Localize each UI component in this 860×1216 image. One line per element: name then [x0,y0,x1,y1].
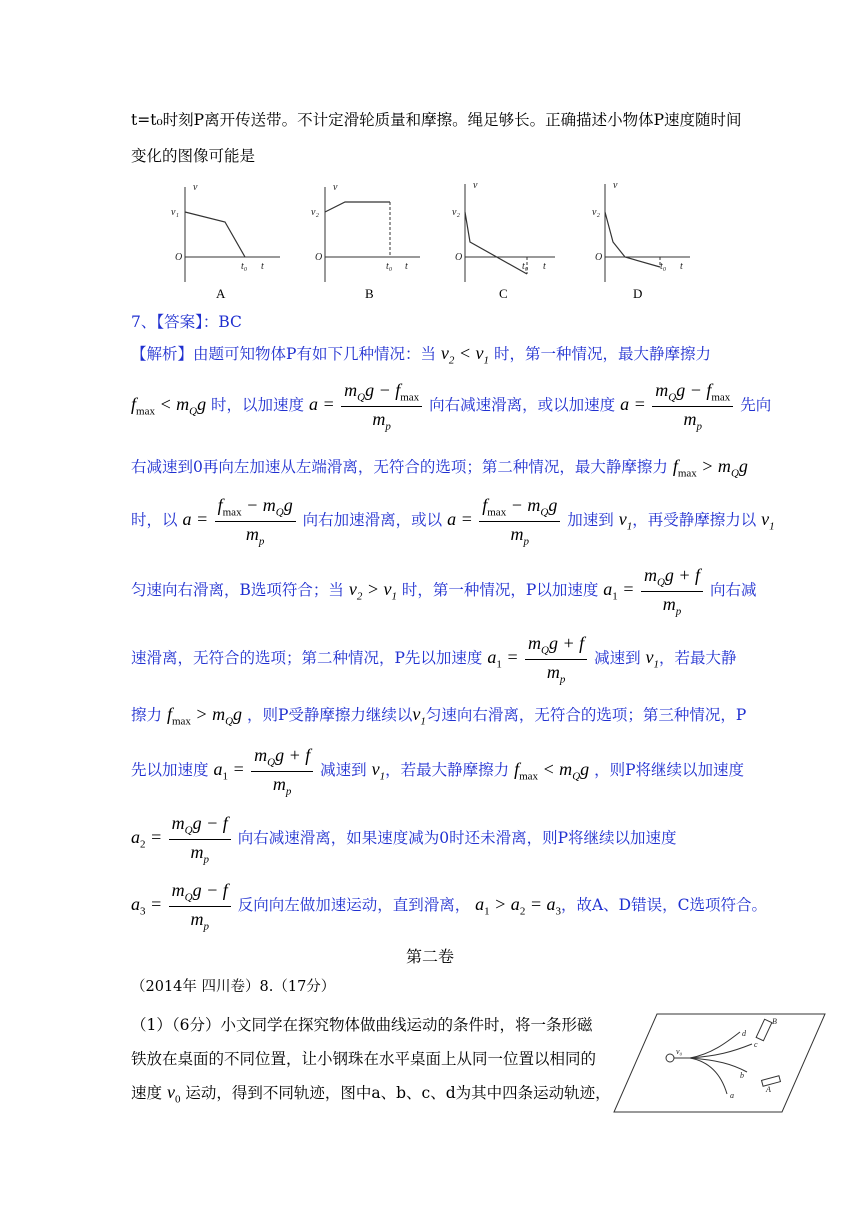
graph-a-caption: A [216,286,226,301]
analysis-text: 右减速到0再向左加速从左端滑离，无符合的选项；第二种情况，最大静摩擦力 [131,458,668,476]
graph-b [311,182,420,282]
fig-label-magnet-a: A [766,1085,771,1094]
graph-c [452,180,555,282]
graph-d-v-axis: v [613,180,618,191]
graph-a [171,182,280,282]
section-title: 第二卷 [405,947,454,966]
graph-c-v-axis: v [473,180,478,191]
q8-line-2: 铁放在桌面的不同位置，让小钢珠在水平桌面上从同一位置以相同的 [131,1050,597,1068]
graph-c-origin: O [455,252,463,263]
analysis-text: 先向 [740,396,772,415]
analysis-text: 向右减速滑离，或以加速度 [429,396,616,415]
q8-line-3: 速度 $v_0$ 运动，得到不同轨迹，图中a、b、c、d为其中四条运动轨迹， [131,1082,611,1106]
intro-line-1: t=t₀时刻P离开传送带。不计定滑轮质量和摩擦。绳足够长。正确描述小物体P速度随时间 [131,111,742,129]
graph-d-t: t [680,261,683,272]
analysis-text: 由题可知物体P有如下几种情况：当 [193,345,436,363]
analysis-text: 向右加速滑离，或以 [302,511,443,530]
fig-label-a: a [730,1091,734,1100]
analysis-text: 先以加速度 [131,761,209,780]
analysis-text: 匀速向右滑离，无符合的选项；第三种情况，P [425,706,747,724]
graph-a-origin: O [175,252,183,263]
analysis-text: ，则P将继续以加速度 [594,761,745,780]
graph-b-origin: O [315,252,323,263]
analysis-text: 时，以加速度 [211,396,305,415]
graph-b-t0: t₀ [386,261,393,272]
analysis-line-2: $f_{max} < m_Qg$ 时，以加速度 a = $\frac{m_Qg - f_{max}}{m_p}$ 向右减速滑离，或以加速度 a = $\frac{m_Qg - f_{max}}{m_p}$ 先向 [131,380,772,433]
analysis-text: ，若最大静摩擦力 [385,761,510,780]
analysis-line-4: 时，以 a = $\frac{f_{max} - m_Qg}{m_p}$ 向右加速滑离，或以 a = $\frac{f_{max} - m_Qg}{m_p}$ 加速到 $v_1$，再受静摩擦力以 $v_1$ [131,495,775,548]
analysis-text: ，故A、D错误，C选项符合。 [560,896,767,915]
analysis-text: 时，第一种情况，P以加速度 [401,581,599,600]
graph-a-t0: t₀ [241,261,248,272]
analysis-line-1: 【解析】由题可知物体P有如下几种情况：当 $v_2 < v_1$ 时，第一种情况，最大静摩擦力 [131,343,711,367]
graph-a-v-axis: v [193,182,198,193]
graph-d [592,180,690,282]
vt-graphs [165,172,705,302]
graph-c-t0: t₀ [522,261,529,272]
graph-c-v-label: v₂ [452,207,460,218]
q8-header: （2014年 四川卷）8.（17分） [131,979,336,995]
graph-b-t: t [405,261,408,272]
intro-line-2: 变化的图像可能是 [131,147,256,165]
analysis-text: 减速到 [594,649,641,668]
analysis-line-9: $a_2$ = $\frac{m_Qg - f}{m_p}$ 向右减速滑离，如果速度减为0时还未滑离，则P将继续以加速度 [131,813,677,866]
desk-trajectory-figure [612,1012,827,1117]
analysis-text: 时，第一种情况，最大静摩擦力 [493,345,711,363]
analysis-text: 时，以 [131,511,178,530]
analysis-line-7: 擦力 $f_{max} > m_Qg$ ，则P受静摩擦力继续以$v_1$匀速向右滑离，无符合的选项；第三种情况，P [131,704,747,728]
graph-d-origin: O [595,252,603,263]
analysis-text: ，再受静摩擦力以 [632,511,757,530]
analysis-text: 反向向左做加速运动，直到滑离， [237,896,471,915]
graph-b-v-label: v₂ [311,207,319,218]
analysis-line-10: $a_3$ = $\frac{m_Qg - f}{m_p}$ 反向向左做加速运动，直到滑离， $a_1 > a_2 = a_3$，故A、D错误，C选项符合。 [131,880,767,933]
analysis-line-5: 匀速向右滑离，B选项符合；当 $v_2 > v_1$ 时，第一种情况，P以加速度 $a_1$ = $\frac{m_Qg + f}{m_p}$ 向右减 [131,565,757,618]
fig-label-magnet-b: B [772,1017,777,1026]
answer-line: 7、【答案】：BC [131,313,242,331]
analysis-text: 擦力 [131,706,163,724]
analysis-text: 向右减速滑离，如果速度减为0时还未滑离，则P将继续以加速度 [237,829,677,848]
analysis-text: 加速到 [567,511,614,530]
fig-label-d: d [742,1029,746,1038]
analysis-heading: 【解析】 [131,345,194,363]
q8-line-1: （1）（6分）小文同学在探究物体做曲线运动的条件时，将一条形磁 [131,1016,593,1034]
graph-d-t0: t₀ [660,261,667,272]
graph-d-caption: D [633,286,643,301]
graph-c-caption: C [499,286,508,301]
fig-v0-label: v₀ [676,1047,683,1056]
graph-c-t: t [543,261,546,272]
analysis-line-8: 先以加速度 $a_1$ = $\frac{m_Qg + f}{m_p}$ 减速到 $v_1$，若最大静摩擦力 $f_{max} < m_Qg$ ，则P将继续以加速度 [131,745,745,798]
analysis-line-6: 速滑离，无符合的选项；第二种情况，P先以加速度 $a_1$ = $\frac{m_Qg + f}{m_p}$ 减速到 $v_1$，若最大静 [131,633,737,686]
analysis-text: 速滑离，无符合的选项；第二种情况，P先以加速度 [131,649,483,668]
graph-d-v-label: v₂ [592,207,600,218]
fig-label-c: c [754,1040,758,1049]
q8-text: 运动，得到不同轨迹，图中a、b、c、d为其中四条运动轨迹， [185,1084,611,1102]
q8-text: 速度 [131,1084,163,1102]
analysis-text: ，则P受静摩擦力继续以 [246,706,413,724]
graph-b-v-axis: v [333,182,338,193]
analysis-text: 减速到 [320,761,367,780]
graph-a-v-label: v₁ [171,207,179,218]
analysis-text: 向右减 [710,581,757,600]
analysis-text: ，若最大静 [659,649,737,668]
analysis-text: 匀速向右滑离，B选项符合；当 [131,581,344,600]
graph-b-caption: B [365,286,374,301]
fig-label-b: b [740,1071,744,1080]
graph-a-t: t [261,261,264,272]
analysis-line-3: 右减速到0再向左加速从左端滑离，无符合的选项；第二种情况，最大静摩擦力 $f_{max} > m_Qg$ [131,456,748,480]
